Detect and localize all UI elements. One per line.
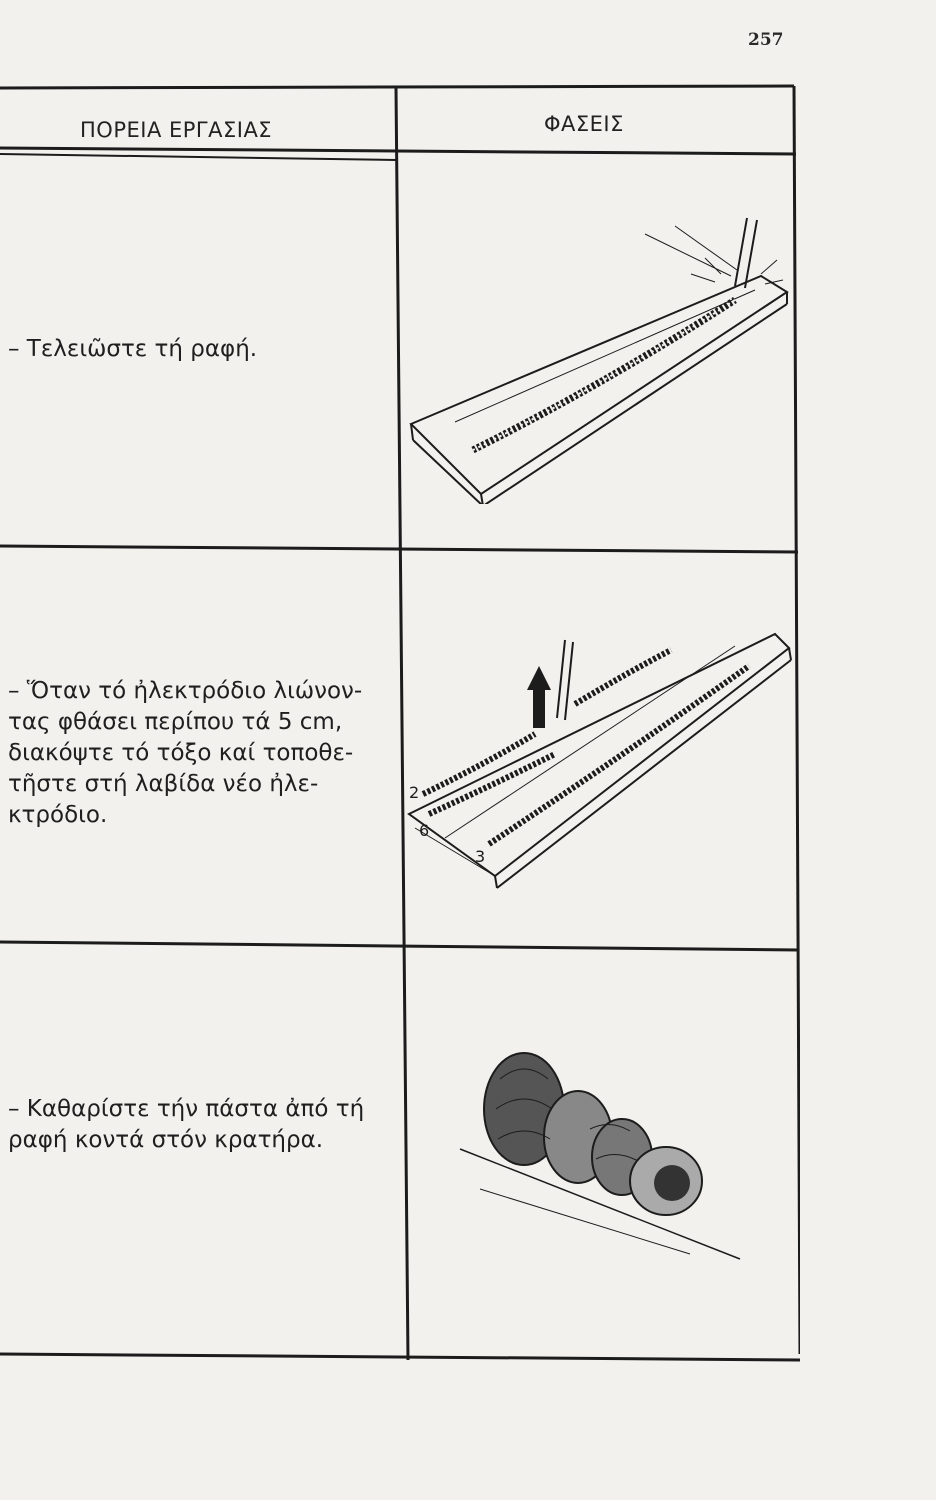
header-phases: ΦΑΣΕΙΣ <box>544 112 624 136</box>
weld-crater-closeup-illustration <box>440 1039 770 1269</box>
weld-bead-plate-illustration <box>405 214 795 504</box>
step-text-clean-slag: – Καθαρίστε τήν πάστα ἀπό τή ραφή κοντά στόν κρατήρα. <box>8 1096 365 1153</box>
step-text-replace-electrode: – Ὅταν τό ἠλεκτρόδιο λιώνον- τας φθάσει περίπου τά 5 cm, διακόψτε τό τόξο καί τοποθε- τῆστε στή λαβίδα νέο ἠλε- κτρόδιο. <box>8 678 363 828</box>
page-number: 257 <box>748 30 784 50</box>
figure-label-6: 6 <box>419 821 430 840</box>
electrode-change-illustration <box>405 614 795 904</box>
work-procedure-table <box>0 84 800 1364</box>
figure-label-3: 3 <box>475 847 486 866</box>
step-text-finish-seam: – Τελειῶστε τή ραφή. <box>8 336 258 362</box>
figure-label-2: 2 <box>409 783 420 802</box>
header-procedure: ΠΟΡΕΙΑ ΕΡΓΑΣΙΑΣ <box>80 118 273 142</box>
